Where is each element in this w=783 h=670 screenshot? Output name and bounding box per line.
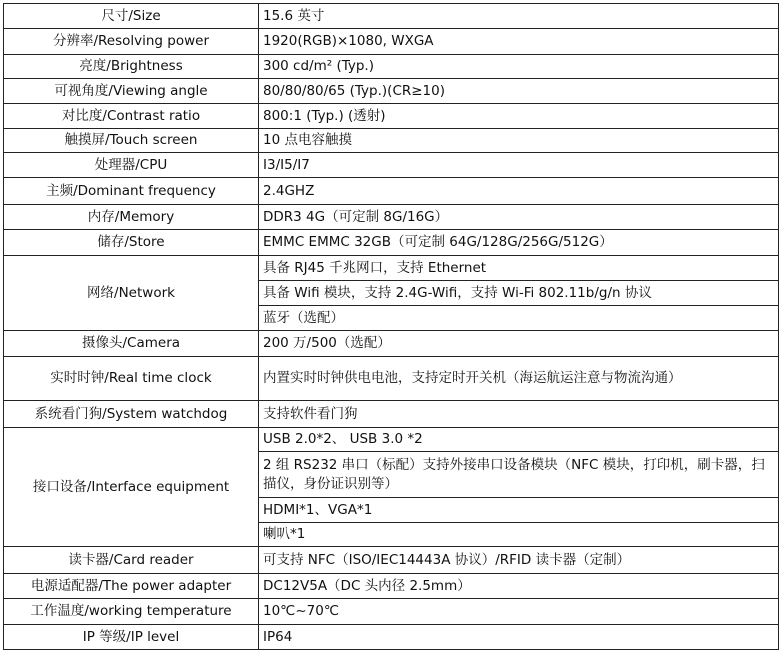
table-row: [4, 401, 779, 428]
label-contrast: 对比度/Contrast ratio: [4, 104, 259, 129]
label-frequency: 主频/Dominant frequency: [4, 178, 259, 205]
table-row: [4, 153, 779, 178]
value-interface-usb: USB 2.0*2、 USB 3.0 *2: [259, 428, 779, 452]
value-contrast: 800:1 (Typ.) (透射): [259, 104, 779, 129]
spec-table: [3, 3, 779, 650]
table-row: [4, 574, 779, 599]
value-ip-level: IP64: [259, 625, 779, 650]
value-interface-rs232: 2 组 RS232 串口（标配）支持外接串口设备模块（NFC 模块，打印机，刷卡器，扫描仪，身份证识别等）: [259, 452, 779, 498]
label-size: 尺寸/Size: [4, 4, 259, 29]
value-network-ethernet: 具备 RJ45 千兆网口，支持 Ethernet: [259, 256, 779, 281]
value-cpu: I3/I5/I7: [259, 153, 779, 178]
label-brightness: 亮度/Brightness: [4, 55, 259, 79]
value-watchdog: 支持软件看门狗: [259, 401, 779, 428]
table-row: [4, 4, 779, 29]
value-brightness: 300 cd/m² (Typ.): [259, 55, 779, 79]
label-interface: 接口设备/Interface equipment: [4, 428, 259, 547]
value-rtc: 内置实时时钟供电电池，支持定时开关机（海运航运注意与物流沟通）: [259, 357, 779, 401]
value-working-temperature: 10℃~70℃: [259, 599, 779, 625]
label-viewing-angle: 可视角度/Viewing angle: [4, 79, 259, 104]
table-row: [4, 625, 779, 650]
table-row: [4, 256, 779, 281]
value-card-reader: 可支持 NFC（ISO/IEC14443A 协议）/RFID 读卡器（定制）: [259, 547, 779, 574]
table-row: [4, 230, 779, 256]
value-resolution: 1920(RGB)×1080, WXGA: [259, 29, 779, 55]
table-row: [4, 55, 779, 79]
value-network-wifi: 具备 Wifi 模块，支持 2.4G-Wifi，支持 Wi-Fi 802.11b/g/n 协议: [259, 281, 779, 306]
table-row: [4, 29, 779, 55]
label-power-adapter: 电源适配器/The power adapter: [4, 574, 259, 599]
table-row: [4, 428, 779, 452]
table-row: [4, 178, 779, 205]
label-memory: 内存/Memory: [4, 205, 259, 230]
table-row: [4, 357, 779, 401]
label-watchdog: 系统看门狗/System watchdog: [4, 401, 259, 428]
label-network: 网络/Network: [4, 256, 259, 331]
table-row: [4, 104, 779, 129]
label-card-reader: 读卡器/Card reader: [4, 547, 259, 574]
value-memory: DDR3 4G（可定制 8G/16G）: [259, 205, 779, 230]
table-row: [4, 129, 779, 153]
value-viewing-angle: 80/80/80/65 (Typ.)(CR≥10): [259, 79, 779, 104]
label-camera: 摄像头/Camera: [4, 331, 259, 357]
label-rtc: 实时时钟/Real time clock: [4, 357, 259, 401]
value-size: 15.6 英寸: [259, 4, 779, 29]
table-row: [4, 205, 779, 230]
value-power-adapter: DC12V5A（DC 头内径 2.5mm）: [259, 574, 779, 599]
label-store: 储存/Store: [4, 230, 259, 256]
label-cpu: 处理器/CPU: [4, 153, 259, 178]
value-touch: 10 点电容触摸: [259, 129, 779, 153]
value-frequency: 2.4GHZ: [259, 178, 779, 205]
value-camera: 200 万/500（选配）: [259, 331, 779, 357]
table-row: [4, 79, 779, 104]
label-ip-level: IP 等级/IP level: [4, 625, 259, 650]
table-row: [4, 599, 779, 625]
label-touch: 触摸屏/Touch screen: [4, 129, 259, 153]
table-row: [4, 547, 779, 574]
table-row: [4, 331, 779, 357]
value-network-bluetooth: 蓝牙（选配）: [259, 306, 779, 331]
label-resolution: 分辨率/Resolving power: [4, 29, 259, 55]
value-store: EMMC EMMC 32GB（可定制 64G/128G/256G/512G）: [259, 230, 779, 256]
label-working-temperature: 工作温度/working temperature: [4, 599, 259, 625]
value-interface-hdmi: HDMI*1、VGA*1: [259, 498, 779, 523]
value-interface-speaker: 喇叭*1: [259, 523, 779, 547]
